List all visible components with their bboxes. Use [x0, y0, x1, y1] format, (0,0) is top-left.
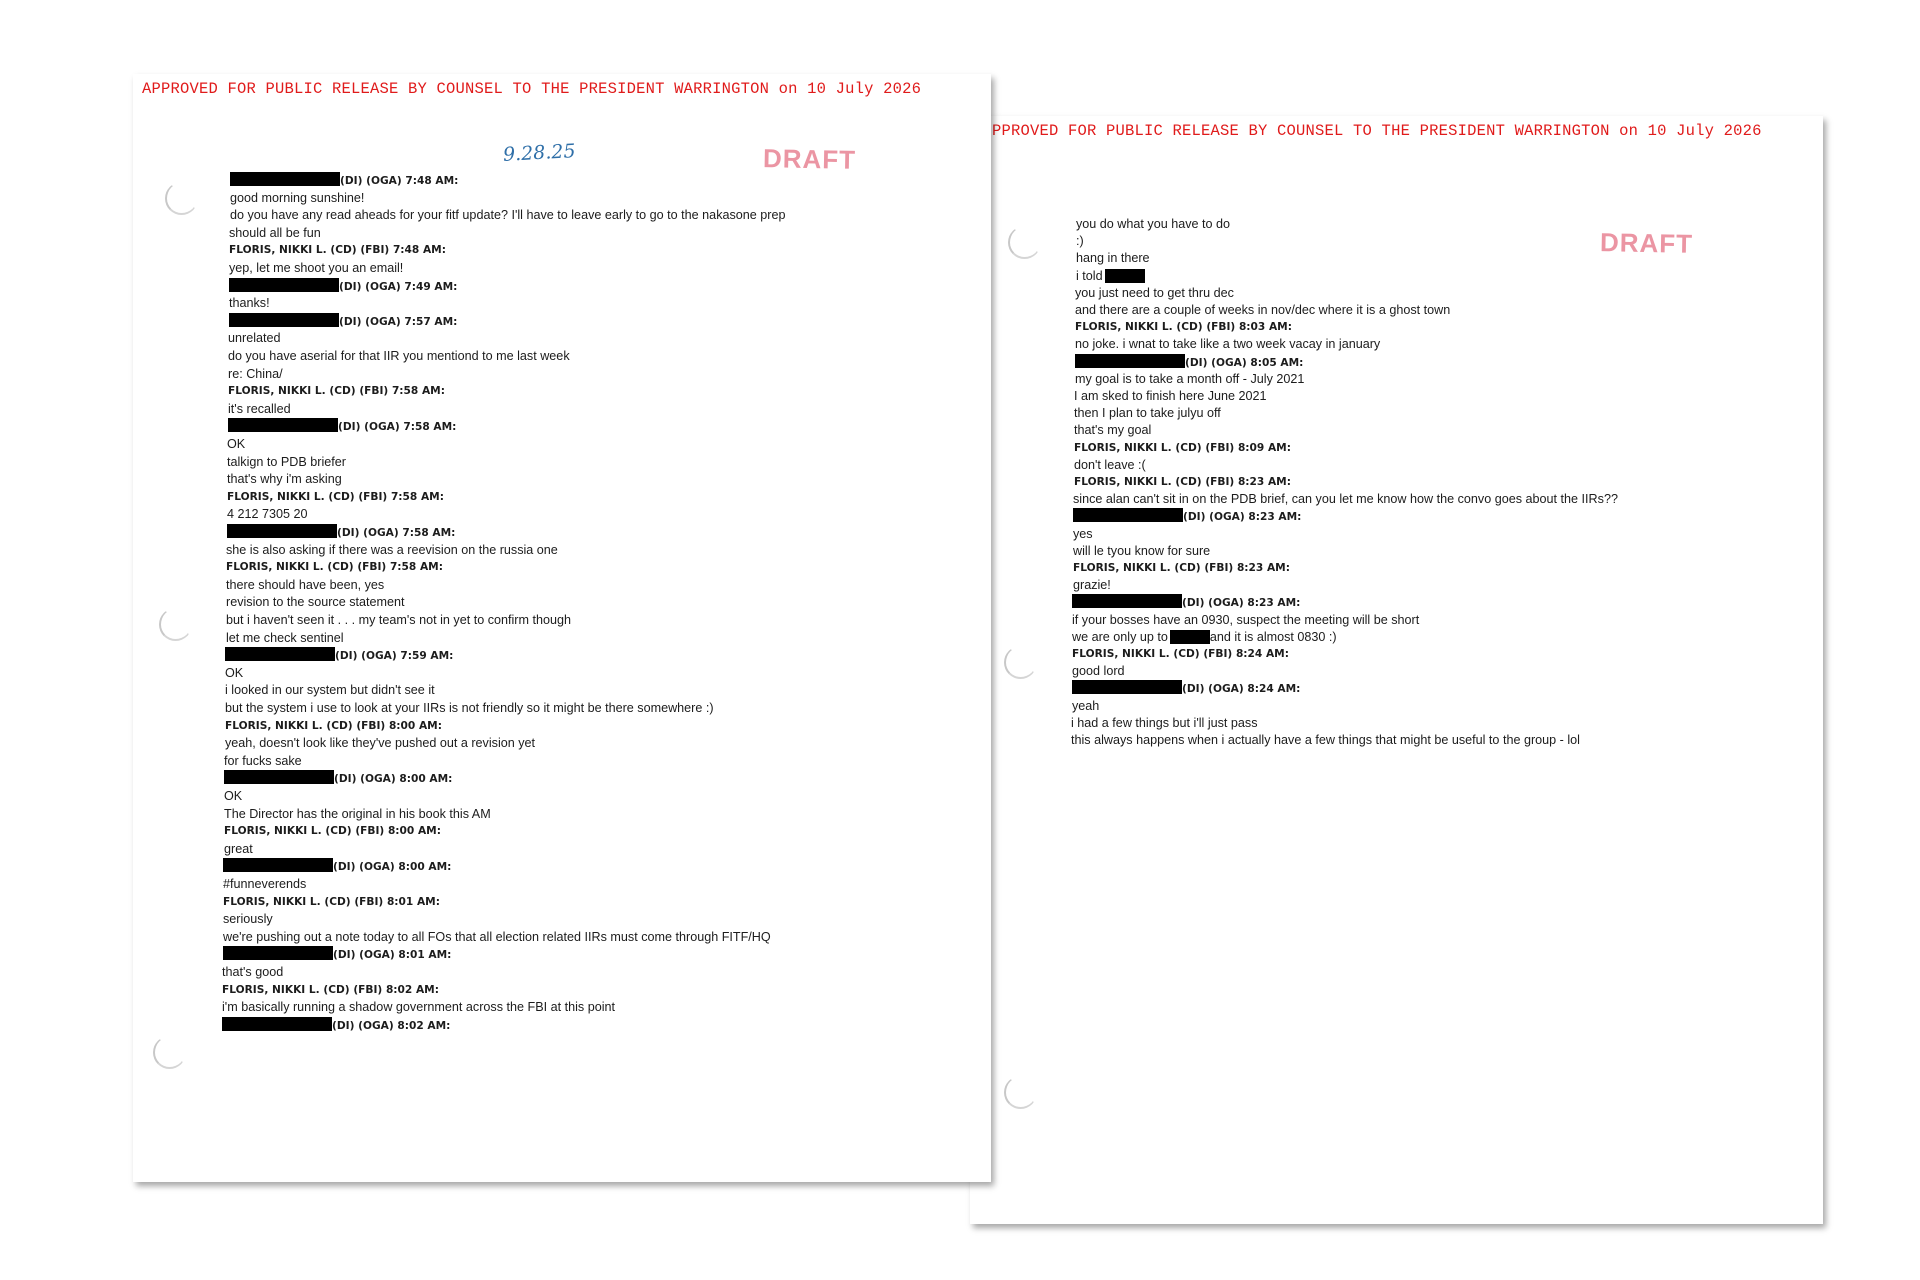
line-text: yeah [1072, 698, 1100, 713]
line-text: FLORIS, NIKKI L. (CD) (FBI) 8:09 AM: [1074, 441, 1291, 454]
message-header [1075, 319, 1292, 336]
message-text [1072, 612, 1419, 629]
line-text: we are only up to [1072, 629, 1168, 644]
message-header [1074, 440, 1291, 457]
punch-hole [1004, 646, 1037, 679]
line-text: FLORIS, NIKKI L. (CD) (FBI) 7:58 AM: [227, 490, 444, 503]
message-header [227, 489, 444, 506]
line-text: we're pushing out a note today to all FOs that all election related IIRs must come through FITF/HQ [223, 929, 771, 944]
redaction-bar [223, 946, 333, 960]
line-text: FLORIS, NIKKI L. (CD) (FBI) 8:00 AM: [224, 825, 441, 838]
message-header [224, 823, 441, 840]
message-text [1074, 457, 1146, 474]
message-text [224, 841, 253, 858]
line-text: my goal is to take a month off - July 2021 [1075, 371, 1305, 386]
line-text: that's my goal [1074, 423, 1152, 438]
line-text: that's good [222, 965, 284, 979]
line-text: (DI) (OGA) 8:24 AM: [1182, 683, 1301, 696]
line-text: talkign to PDB briefer [227, 454, 346, 469]
line-text: don't leave :( [1074, 457, 1146, 472]
line-text: if your bosses have an 0930, suspect the meeting will be short [1072, 612, 1420, 627]
line-text: good lord [1072, 664, 1125, 679]
line-text: yes [1073, 526, 1093, 541]
line-text: FLORIS, NIKKI L. (CD) (FBI) 8:24 AM: [1072, 648, 1289, 660]
line-text: unrelated [228, 331, 281, 346]
line-text: i'm basically running a shadow government across the FBI at this point [222, 1000, 616, 1015]
message-text [1075, 285, 1234, 302]
message-text [228, 348, 570, 365]
line-text: The Director has the original in his book this AM [224, 806, 491, 821]
line-text: (DI) (OGA) 8:00 AM: [334, 773, 453, 786]
line-text: seriously [223, 912, 273, 927]
message-text [1073, 577, 1111, 594]
message-text [1074, 388, 1267, 405]
line-text: FLORIS, NIKKI L. (CD) (FBI) 8:23 AM: [1074, 476, 1291, 488]
line-text: it's recalled [228, 401, 291, 416]
message-text [230, 190, 364, 207]
message-text [1074, 422, 1151, 439]
line-text: FLORIS, NIKKI L. (CD) (FBI) 8:02 AM: [222, 983, 439, 996]
message-text [229, 225, 321, 242]
redaction-bar [224, 770, 334, 784]
line-text: i told [1076, 268, 1103, 283]
line-text: no joke. i wnat to take like a two week vacay in january [1075, 337, 1381, 352]
message-text [223, 876, 306, 893]
line-text: (DI) (OGA) 8:00 AM: [333, 861, 452, 874]
line-text: (DI) (OGA) 8:23 AM: [1182, 597, 1301, 610]
line-text: i had a few things but i'll just pass [1071, 715, 1258, 730]
handwritten-date: 9.28.25 [502, 140, 577, 166]
line-text: that's why i'm asking [227, 472, 342, 487]
message-text [1075, 371, 1304, 388]
line-text: (DI) (OGA) 7:59 AM: [335, 650, 454, 663]
line-text: grazie! [1073, 578, 1111, 593]
message-text [225, 700, 714, 717]
line-text: i looked in our system but didn't see it [225, 683, 435, 698]
line-text: will le tyou know for sure [1073, 543, 1211, 558]
line-text: but the system i use to look at your IIRs is not friendly so it might be there somewhere :) [225, 701, 714, 715]
redaction-bar [1170, 630, 1210, 644]
message-header [225, 647, 453, 665]
message-header [229, 278, 457, 296]
line-text: (DI) (OGA) 8:23 AM: [1183, 511, 1302, 524]
message-header [229, 313, 457, 331]
line-text: and there are a couple of weeks in nov/dec where it is a ghost town [1075, 303, 1451, 317]
message-header [1072, 680, 1300, 698]
message-header [226, 559, 443, 576]
line-text: there should have been, yes [226, 577, 385, 592]
line-text: revision to the source statement [226, 595, 405, 610]
message-text [225, 665, 243, 682]
line-text: FLORIS, NIKKI L. (CD) (FBI) 8:01 AM: [223, 895, 440, 908]
line-text: FLORIS, NIKKI L. (CD) (FBI) 7:58 AM: [226, 561, 443, 574]
message-header [222, 982, 439, 999]
line-text: (DI) (OGA) 7:57 AM: [339, 315, 458, 328]
line-text: (DI) (OGA) 8:01 AM: [333, 949, 452, 962]
line-text: let me check sentinel [226, 630, 344, 645]
line-text: but i haven't seen it . . . my team's not in yet to confirm though [226, 613, 572, 627]
line-text: OK [224, 789, 243, 803]
punch-hole [153, 1036, 186, 1069]
message-header [1072, 646, 1289, 663]
message-text [1073, 491, 1618, 508]
message-text [224, 788, 242, 805]
line-text: (DI) (OGA) 7:58 AM: [338, 421, 457, 434]
line-text: yep, let me shoot you an email! [229, 261, 404, 275]
punch-hole [1004, 1076, 1037, 1109]
message-header [1074, 474, 1291, 491]
line-text: should all be fun [229, 225, 321, 240]
line-text: #funneverends [223, 877, 307, 891]
line-text: FLORIS, NIKKI L. (CD) (FBI) 8:00 AM: [225, 719, 442, 732]
message-text [227, 506, 308, 523]
message-text [1074, 405, 1221, 422]
message-text [227, 454, 346, 471]
message-header [223, 858, 451, 876]
message-text [222, 964, 283, 981]
message-text [228, 330, 281, 347]
document-page-2 [970, 116, 1823, 1224]
line-text: you do what you have to do [1076, 217, 1231, 231]
line-text: for fucks sake [224, 753, 302, 768]
message-header [230, 172, 458, 190]
message-text [229, 260, 403, 277]
redaction-bar [228, 418, 338, 432]
message-text [227, 471, 342, 488]
message-text [1075, 336, 1380, 353]
line-text: FLORIS, NIKKI L. (CD) (FBI) 7:58 AM: [228, 385, 445, 398]
message-text [1073, 526, 1093, 543]
message-text [225, 735, 535, 752]
line-text: do you have any read aheads for your fitf update? I'll have to leave early to go to the nakasone prep [230, 208, 786, 223]
message-text [1071, 732, 1580, 749]
message-text [223, 911, 273, 928]
redaction-bar [230, 172, 340, 186]
redaction-bar [229, 313, 339, 327]
line-text: OK [225, 665, 244, 680]
message-text [224, 753, 302, 770]
message-header [228, 383, 445, 400]
message-header [225, 718, 442, 735]
message-header [1075, 354, 1303, 372]
message-text [1076, 268, 1145, 285]
message-header [228, 418, 456, 436]
line-text: this always happens when i actually have a few things that might be useful to the group - lol [1071, 733, 1580, 747]
message-text [225, 682, 435, 699]
message-header [222, 1017, 450, 1035]
punch-hole [159, 608, 192, 641]
line-text: and it is almost 0830 :) [1209, 629, 1337, 644]
line-text: FLORIS, NIKKI L. (CD) (FBI) 8:03 AM: [1075, 321, 1292, 334]
line-text: re: China/ [228, 366, 283, 381]
redaction-bar [223, 858, 333, 872]
message-text [226, 577, 384, 594]
message-text [1076, 250, 1150, 267]
message-text [226, 630, 344, 647]
document-page-1 [133, 74, 991, 1182]
line-text: (DI) (OGA) 7:48 AM: [340, 175, 459, 187]
line-text: yeah, doesn't look like they've pushed out a revision yet [225, 736, 536, 751]
draft-watermark: DRAFT [762, 143, 857, 175]
line-text: she is also asking if there was a reevision on the russia one [226, 542, 558, 557]
line-text: (DI) (OGA) 8:02 AM: [332, 1019, 451, 1032]
line-text: :) [1076, 234, 1084, 249]
redaction-bar [229, 278, 339, 292]
line-text: (DI) (OGA) 7:58 AM: [337, 527, 456, 539]
message-text [1072, 698, 1099, 715]
redaction-bar [225, 647, 335, 661]
message-header [223, 946, 451, 964]
line-text: OK [227, 437, 246, 451]
message-text [1076, 233, 1084, 250]
redaction-bar [1075, 354, 1185, 368]
line-text: FLORIS, NIKKI L. (CD) (FBI) 8:23 AM: [1073, 562, 1290, 574]
line-text: you just need to get thru dec [1075, 285, 1234, 300]
message-text [228, 401, 291, 418]
punch-hole [1008, 226, 1041, 259]
line-text: since alan can't sit in on the PDB brief, can you let me know how the convo goes about the IIRs?? [1073, 492, 1618, 507]
redaction-bar [222, 1017, 332, 1031]
message-header [1073, 508, 1301, 526]
message-text [1073, 543, 1210, 560]
message-text [1076, 216, 1230, 233]
message-text [224, 806, 491, 823]
message-header [229, 242, 446, 259]
release-stamp: APPROVED FOR PUBLIC RELEASE BY COUNSEL TO THE PRESIDENT WARRINGTON on 10 July 2026 [142, 80, 922, 98]
message-text [229, 295, 270, 312]
message-text [228, 366, 283, 383]
line-text: 4 212 7305 20 [227, 507, 308, 522]
message-header [223, 894, 440, 911]
line-text: thanks! [229, 296, 270, 311]
draft-watermark: DRAFT [1599, 227, 1694, 259]
message-header [224, 770, 452, 788]
line-text: then I plan to take julyu off [1074, 406, 1221, 421]
release-stamp: PPROVED FOR PUBLIC RELEASE BY COUNSEL TO THE PRESIDENT WARRINGTON on 10 July 2026 [992, 122, 1762, 140]
line-text: (DI) (OGA) 8:05 AM: [1185, 356, 1304, 369]
message-header [1072, 594, 1300, 612]
line-text: I am sked to finish here June 2021 [1074, 389, 1267, 403]
message-text [1072, 663, 1125, 680]
message-text [227, 436, 245, 453]
message-text [226, 542, 558, 559]
line-text: do you have aserial for that IIR you mentiond to me last week [228, 349, 570, 363]
line-text: good morning sunshine! [230, 190, 365, 205]
message-text [1072, 629, 1337, 646]
message-text [230, 207, 786, 224]
message-header [1073, 560, 1290, 577]
line-text: hang in there [1076, 251, 1150, 266]
message-header [227, 524, 455, 542]
punch-hole [165, 182, 198, 215]
redaction-bar [1072, 680, 1182, 694]
message-text [1071, 715, 1258, 732]
redaction-bar [227, 524, 337, 538]
redaction-bar [1105, 269, 1145, 283]
line-text: great [224, 841, 253, 856]
redaction-bar [1073, 508, 1183, 522]
line-text: (DI) (OGA) 7:49 AM: [339, 280, 458, 293]
message-text [1075, 302, 1450, 319]
message-text [226, 594, 405, 611]
message-text [226, 612, 571, 629]
message-text [222, 999, 615, 1016]
line-text: FLORIS, NIKKI L. (CD) (FBI) 7:48 AM: [229, 244, 446, 257]
message-text [223, 929, 771, 946]
redaction-bar [1072, 594, 1182, 608]
